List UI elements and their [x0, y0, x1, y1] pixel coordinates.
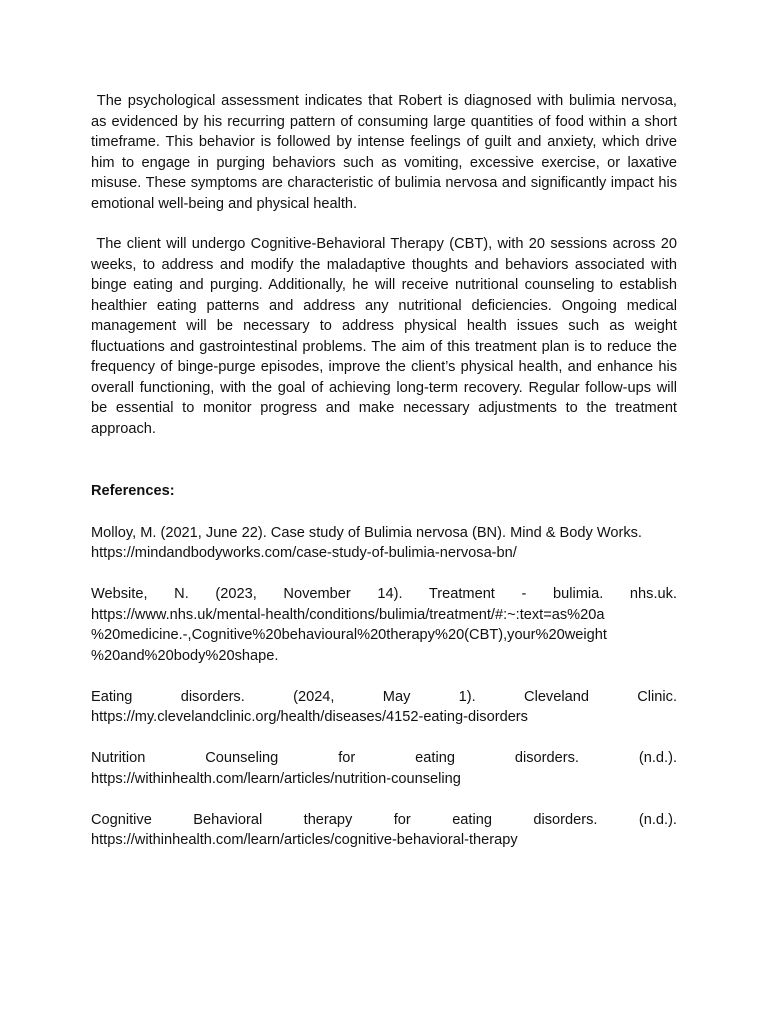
reference-url-line[interactable]: https://withinhealth.com/learn/articles/nutrition-counseling [91, 770, 461, 787]
references-heading: References: [91, 483, 175, 499]
reference-url-line[interactable]: %20medicine.-,Cognitive%20behavioural%20therapy%20(CBT),your%20weight [91, 627, 607, 643]
reference-url-line[interactable]: https://my.clevelandclinic.org/health/diseases/4152-eating-disorders [91, 709, 528, 725]
treatment-plan-paragraph: The client will undergo Cognitive-Behavioral Therapy (CBT), with 20 sessions across 20 weeks, to address and modify the maladaptive thoughts and behaviors associated with binge eating and purging. Additionally, he will receive nutritional counseling to establish healthier eating patterns and address any nutritional deficiencies. Ongoing medical management will be necessary to address physical health issues such as weight fluctuations and gastrointestinal problems. The aim of this treatment plan is to reduce the frequency of binge-purge episodes, improve the client’s physical health, and enhance his overall functioning, with the goal of achieving long-term recovery. Regular follow-ups will be essential to monitor progress and make necessary adjustments to the treatment approach. [91, 236, 682, 437]
reference-url-line[interactable]: https://www.nhs.uk/mental-health/conditions/bulimia/treatment/#:~:text=as%20a [91, 606, 605, 623]
reference-url-line[interactable]: https://withinhealth.com/learn/articles/cognitive-behavioral-therapy [91, 832, 518, 848]
reference-url-line[interactable]: https://mindandbodyworks.com/case-study-of-bulimia-nervosa-bn/ [91, 545, 517, 561]
reference-citation: Website, N. (2023, November 14). Treatment - bulimia. nhs.uk. [91, 586, 677, 602]
reference-item [91, 748, 677, 789]
assessment-paragraph: The psychological assessment indicates that Robert is diagnosed with bulimia nervosa, as evidenced by his recurring pattern of consuming large quantities of food within a short timeframe. This behavior is followed by intense feelings of guilt and anxiety, which drive him to engage in purging behaviors such as vomiting, excessive exercise, or laxative misuse. These symptoms are characteristic of bulimia nervosa and significantly impact his emotional well-being and physical health. [91, 93, 682, 212]
reference-citation: Cognitive Behavioral therapy for eating disorders. (n.d.). [91, 811, 677, 828]
reference-url[interactable] [91, 769, 677, 790]
document-page [91, 91, 682, 871]
reference-item [91, 810, 677, 851]
reference-citation: Eating disorders. (2024, May 1). Cleveland Clinic. [91, 688, 677, 705]
reference-url-line[interactable]: %20and%20body%20shape. [91, 647, 279, 664]
reference-item [91, 584, 677, 666]
reference-url[interactable] [91, 707, 677, 728]
reference-item [91, 523, 677, 564]
reference-url[interactable] [91, 543, 677, 564]
reference-citation: Nutrition Counseling for eating disorders. (n.d.). [91, 750, 677, 766]
reference-url[interactable] [91, 605, 677, 667]
reference-url[interactable] [91, 830, 677, 851]
reference-item [91, 687, 677, 728]
reference-citation: Molloy, M. (2021, June 22). Case study of Bulimia nervosa (BN). Mind & Body Works. [91, 524, 642, 541]
